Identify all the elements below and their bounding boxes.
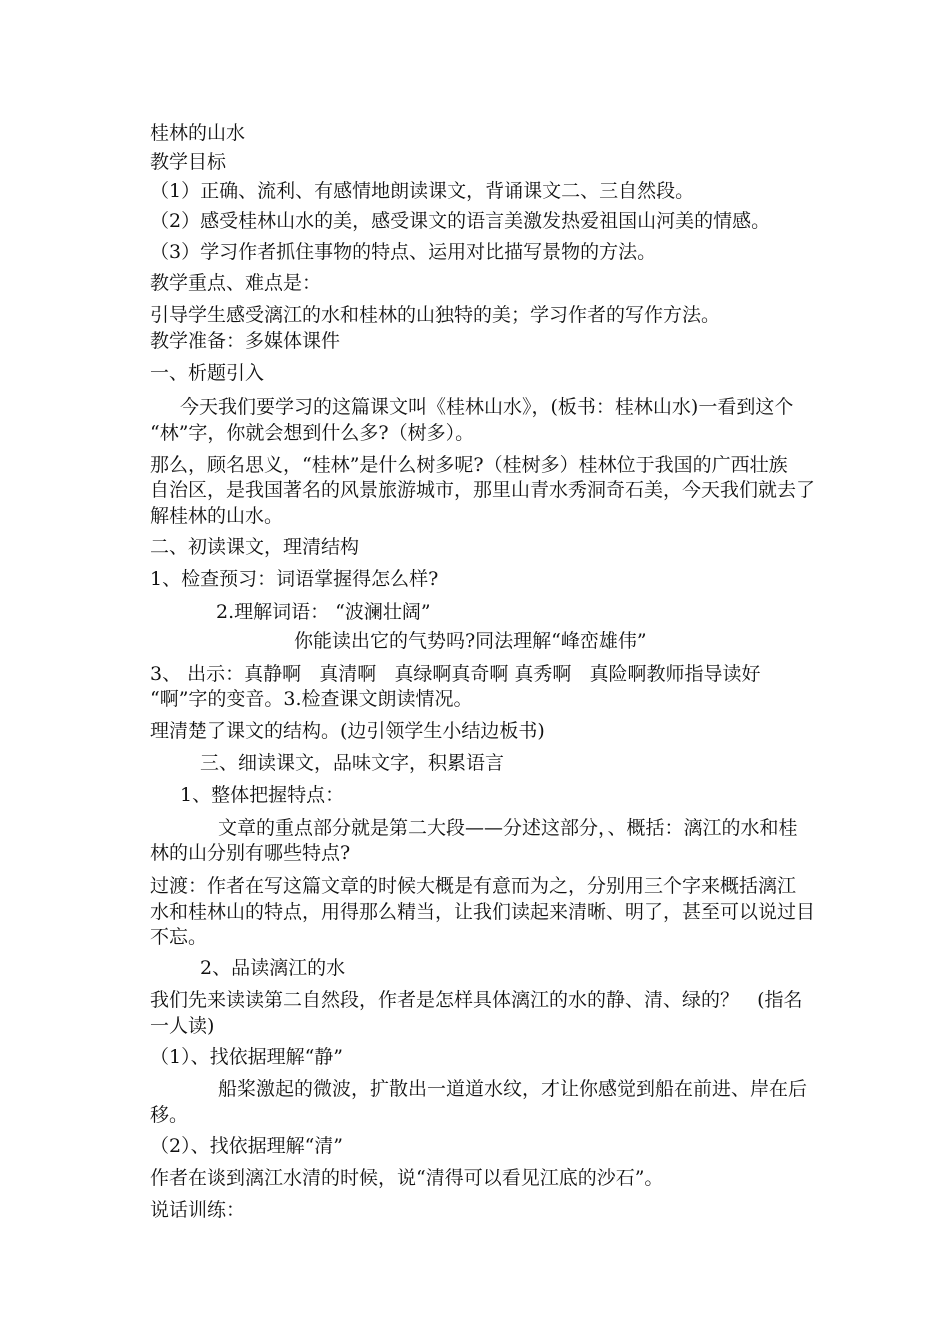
paragraph-line: 作者在谈到漓江水清的时候，说“清得可以看见江底的沙石”。 [150, 1167, 664, 1189]
paragraph-line: “啊”字的变音。3.检查课文朗读情况。 [150, 688, 473, 710]
paragraph-line: 我们先来读读第二自然段，作者是怎样具体漓江的水的静、清、绿的？ (指名 [150, 989, 803, 1011]
paragraph-line: 引导学生感受漓江的水和桂林的山独特的美；学习作者的写作方法。 [150, 304, 721, 326]
section-heading: 教学目标 [150, 151, 227, 173]
paragraph-line: 文章的重点部分就是第二大段——分述这部分，、概括：漓江的水和桂 [218, 817, 798, 839]
paragraph-line: “林”字，你就会想到什么多?（树多）。 [150, 422, 475, 444]
section-heading: 2、品读漓江的水 [200, 957, 346, 979]
paragraph-line: 自治区，是我国著名的风景旅游城市，那里山青水秀洞奇石美，今天我们就去了 [150, 479, 816, 501]
section-heading: 一、析题引入 [150, 362, 265, 384]
paragraph-line: 过渡：作者在写这篇文章的时候大概是有意而为之，分别用三个字来概括漓江 [150, 875, 797, 897]
paragraph-line: 3、 出示：真静啊 真清啊 真绿啊真奇啊 真秀啊 真险啊教师指导读好 [150, 663, 761, 685]
paragraph-line: 1、检查预习：词语掌握得怎么样? [150, 568, 439, 590]
objective-item: （3）学习作者抓住事物的特点、运用对比描写景物的方法。 [150, 241, 657, 263]
paragraph-line: 1、整体把握特点： [180, 784, 345, 806]
paragraph-line: 你能读出它的气势吗?同法理解“峰峦雄伟” [294, 630, 647, 652]
paragraph-line: 解桂林的山水。 [150, 505, 284, 527]
paragraph-line: 水和桂林山的特点，用得那么精当，让我们读起来清晰、明了，甚至可以说过目 [150, 901, 816, 923]
objective-item: （1）正确、流利、有感情地朗读课文，背诵课文二、三自然段。 [150, 180, 695, 202]
paragraph-line: 船桨激起的微波，扩散出一道道水纹，才让你感觉到船在前进、岸在后 [218, 1078, 808, 1100]
paragraph-line: 移。 [150, 1104, 189, 1126]
paragraph-line: 理清楚了课文的结构。(边引领学生小结边板书) [150, 720, 545, 742]
section-heading: 二、初读课文，理清结构 [150, 536, 360, 558]
document-title: 桂林的山水 [150, 122, 246, 144]
paragraph-line: 今天我们要学习的这篇课文叫《桂林山水》，(板书：桂林山水)一看到这个 [180, 396, 794, 418]
section-heading: 教学准备：多媒体课件 [150, 330, 341, 352]
section-heading: 三、细读课文，品味文字，积累语言 [200, 752, 505, 774]
paragraph-line: 那么，顾名思义，“桂林”是什么树多呢?（桂树多）桂林位于我国的广西壮族 [150, 454, 788, 476]
section-heading: 教学重点、难点是： [150, 272, 322, 294]
paragraph-line: 2.理解词语： “波澜壮阔” [216, 601, 431, 623]
paragraph-line: 说话训练： [150, 1199, 246, 1221]
paragraph-line: 一人读) [150, 1015, 215, 1037]
paragraph-line: 林的山分别有哪些特点? [150, 842, 351, 864]
objective-item: （2）感受桂林山水的美，感受课文的语言美激发热爱祖国山河美的情感。 [150, 210, 771, 232]
paragraph-line: 不忘。 [150, 926, 208, 948]
section-heading: （2）、找依据理解“清” [150, 1135, 344, 1157]
section-heading: （1）、找依据理解“静” [150, 1046, 344, 1068]
